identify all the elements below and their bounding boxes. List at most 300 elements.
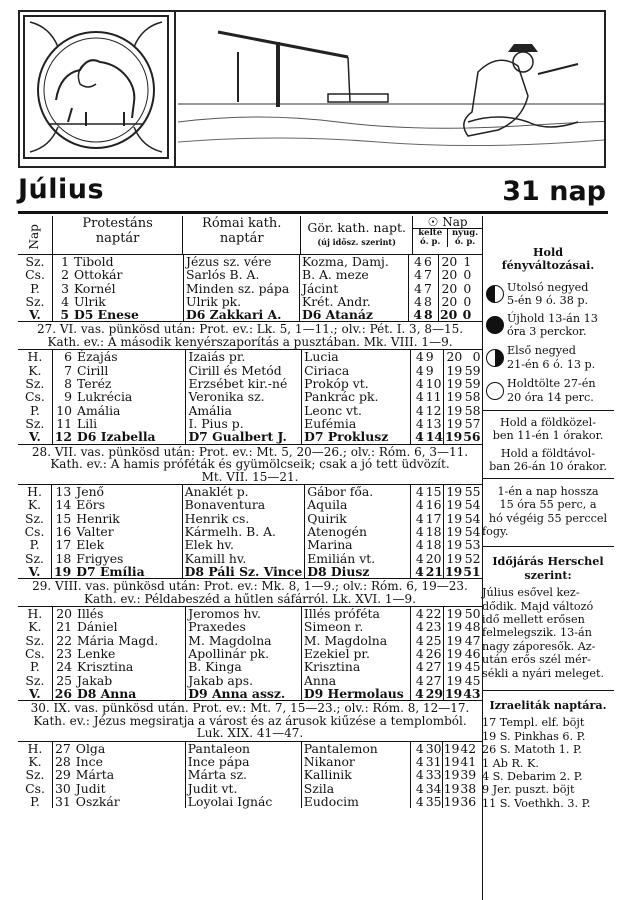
- cell-nm: 48: [464, 619, 481, 635]
- protestans-header: Protestáns naptár: [52, 216, 183, 255]
- cell-nm: 59: [464, 376, 481, 392]
- cell-day: Sz.: [18, 768, 53, 781]
- cell-num: 30: [55, 780, 71, 796]
- cell-nm: 41: [460, 754, 477, 770]
- cell-prot: Elek: [74, 538, 182, 551]
- cell-km: 25: [425, 632, 442, 648]
- cell-day: K.: [18, 620, 52, 633]
- cell-gor: M. Magdolna: [301, 634, 410, 647]
- cell-nh: 20: [441, 254, 458, 269]
- cell-num: 11: [56, 415, 73, 431]
- cell-nm: 45: [464, 659, 481, 675]
- cell-nh: 19: [446, 606, 463, 622]
- cell-day: P.: [18, 538, 52, 551]
- cell-day: H.: [18, 350, 52, 363]
- cell-gor: D8 Diusz: [305, 565, 411, 578]
- cell-nh: 19: [446, 632, 463, 648]
- text-line: után erős szél mér-: [482, 653, 591, 667]
- cell-prot: Valter: [74, 525, 182, 538]
- cell-nm: 54: [464, 510, 481, 526]
- jewish-calendar-list: [482, 716, 614, 810]
- cell-km: 21: [425, 563, 443, 579]
- cell-gor: Anna: [301, 674, 410, 687]
- last-quarter-moon-icon: [486, 285, 504, 303]
- note-line: Kath. ev.: A második kenyérszaporítás a pusztában. Mk. VIII. 1—9.: [47, 334, 453, 349]
- cell-day: Cs.: [18, 782, 53, 795]
- cell-kh: 4: [415, 793, 424, 809]
- calendar-row: [18, 768, 477, 781]
- text-line: idő mellett erősen: [482, 612, 585, 626]
- cell-kh: 4: [415, 389, 424, 405]
- cell-day: Cs.: [18, 390, 52, 403]
- cell-rom: Ulrik pk.: [184, 295, 300, 308]
- cell-rom: D7 Gualbert J.: [186, 430, 302, 443]
- cell-rom: Anaklét p.: [182, 485, 305, 498]
- cell-nh: 19: [446, 510, 463, 526]
- lion-emblem-icon: [20, 12, 172, 162]
- cell-nm: 43: [463, 685, 481, 701]
- cell-num: 22: [56, 632, 72, 648]
- cell-rom: Apollinár pk.: [186, 647, 302, 660]
- cell-nh: 19: [446, 415, 463, 431]
- cell-prot: Márta: [74, 768, 186, 781]
- note-line: 28. VII. vas. pünkösd után: Prot. ev.: Mt. 5, 20—26.; olv.: Róm. 6, 3—11.: [31, 444, 469, 459]
- cell-rom: D6 Zakkari A.: [184, 308, 300, 321]
- title-rule: [18, 211, 608, 214]
- cell-day: Sz.: [18, 377, 52, 390]
- cell-prot: Ottokár: [72, 268, 184, 281]
- cell-day: H.: [18, 742, 53, 755]
- cell-rom: Izaiás pr.: [186, 350, 302, 363]
- cell-nh: 19: [446, 362, 463, 378]
- calendar-row: [18, 485, 482, 498]
- note-line: 27. VI. vas. pünkösd után: Prot. ev.: Lk. 5, 1—11.; olv.: Pét. I. 3, 8—15.: [36, 322, 464, 337]
- cell-km: 34: [425, 780, 442, 796]
- cell-gor: Marina: [305, 538, 411, 551]
- cell-day: V.: [18, 430, 52, 443]
- calendar-row: [18, 742, 477, 755]
- first-quarter-moon-icon: [486, 349, 504, 367]
- cell-km: 8: [423, 308, 439, 321]
- cell-nh: 19: [446, 402, 463, 418]
- cell-rom: Jakab aps.: [186, 674, 302, 687]
- cell-prot: Henrik: [74, 512, 182, 525]
- cell-gor: Pantalemon: [301, 742, 410, 755]
- cell-prot: Cirill: [75, 364, 186, 377]
- cell-km: 31: [425, 754, 442, 770]
- sun-header: ☉ Nap kelte ó. p. nyug. ó. p.: [413, 216, 482, 255]
- cell-nh: 19: [444, 429, 463, 445]
- cell-num: 14: [55, 497, 72, 513]
- calendar-row: [18, 350, 482, 363]
- cell-nh: 19: [443, 793, 460, 809]
- cell-num: 19: [54, 563, 72, 579]
- cell-num: 29: [55, 767, 71, 783]
- cell-num: 16: [55, 523, 72, 539]
- day-length: 1-én a nap hossza 15 óra 55 perc, a hó végéig 55 perccel fogy.: [482, 478, 614, 539]
- moon-perigee: Hold a földközel- ben 11-én 1 órakor.: [482, 410, 614, 443]
- cell-kh: 4: [415, 685, 424, 701]
- cell-nm: 0: [472, 349, 481, 365]
- cell-kh: 4: [415, 659, 424, 675]
- calendar-row: [18, 782, 477, 795]
- cell-nm: 51: [463, 563, 481, 579]
- cell-nh: 19: [446, 646, 463, 662]
- cell-prot: Frigyes: [74, 552, 182, 565]
- lion-ornament-panel: [20, 12, 176, 166]
- weather-section: Időjárás Herschel szerint: Július esővel kez- dődik. Majd változó idő mellett erősen felmelegszik. 13-án nagy záporesők. Az- után erős szél mér- sékli a nyári meleget.: [482, 546, 614, 680]
- cell-kh: 4: [415, 402, 424, 418]
- calendar-row: [18, 295, 472, 308]
- cell-nm: 39: [460, 767, 477, 783]
- cell-gor: Szila: [301, 782, 410, 795]
- cell-kh: 4: [415, 429, 424, 445]
- week-table: [18, 742, 478, 808]
- cell-day: V.: [18, 687, 52, 700]
- calendar-row: [18, 430, 482, 443]
- cell-num: 9: [64, 389, 73, 405]
- calendar-row: [18, 525, 482, 538]
- nap-header: Nap: [18, 216, 52, 255]
- calendar-row: [18, 364, 482, 377]
- cell-num: 12: [54, 429, 73, 445]
- cell-nm: 0: [463, 280, 472, 296]
- cell-gor: Illés próféta: [301, 607, 410, 620]
- weeks-container: [18, 255, 482, 808]
- cell-kh: 4: [414, 280, 422, 296]
- cell-num: 25: [56, 672, 72, 688]
- sunday-readings-note: [18, 444, 482, 486]
- note-line: Kath. ev.: A hamis próféták és gyümölcseik; csak a jó tett üdvözít.: [50, 457, 450, 472]
- calendar-row: [18, 538, 482, 551]
- cell-num: 21: [56, 619, 72, 635]
- cell-km: 27: [425, 659, 442, 675]
- cell-kh: 4: [415, 754, 424, 770]
- week-table: [18, 485, 482, 578]
- cell-km: 30: [425, 740, 442, 756]
- cell-rom: Veronika sz.: [186, 390, 302, 403]
- cell-prot: Ézajás: [75, 350, 186, 363]
- sunday-readings-note: [18, 700, 482, 742]
- cell-gor: Krisztina: [301, 660, 410, 673]
- cell-prot: D7 Emília: [74, 565, 182, 578]
- cell-prot: D5 Enese: [72, 308, 184, 321]
- cell-rom: D9 Anna assz.: [186, 687, 302, 700]
- calendar-row: [18, 552, 482, 565]
- cell-nm: 50: [464, 606, 481, 622]
- cell-nh: 20: [441, 293, 458, 309]
- cell-nh: 19: [446, 376, 463, 392]
- cell-gor: Quirik: [305, 512, 411, 525]
- sunday-readings-note: [18, 321, 482, 350]
- cell-rom: I. Pius p.: [186, 417, 302, 430]
- cell-prot: Jenő: [74, 485, 182, 498]
- cell-prot: Ulrik: [72, 295, 184, 308]
- cell-nh: 19: [446, 389, 463, 405]
- calendar-row: [18, 404, 482, 417]
- cell-gor: Aquila: [305, 498, 411, 511]
- cell-day: K.: [18, 364, 52, 377]
- cell-nm: 45: [464, 672, 481, 688]
- calendar-row: [18, 282, 472, 295]
- cell-kh: 4: [414, 293, 422, 309]
- cell-gor: D7 Proklusz: [302, 430, 411, 443]
- text-line: felmelegszik. 13-án: [482, 626, 592, 640]
- text-line: dődik. Majd változó: [482, 599, 594, 613]
- cell-gor: Gábor főa.: [305, 485, 411, 498]
- cell-rom: Minden sz. pápa: [184, 282, 300, 295]
- cell-num: 3: [61, 280, 69, 296]
- cell-km: 9: [425, 364, 444, 377]
- cell-rom: Jeromos hv.: [186, 607, 302, 620]
- cell-gor: Nikanor: [301, 755, 410, 768]
- week-table: [18, 350, 482, 443]
- cell-gor: Prokóp vt.: [302, 377, 411, 390]
- cell-kh: 4: [415, 632, 424, 648]
- cell-day: H.: [18, 485, 52, 498]
- cell-prot: D8 Anna: [75, 687, 186, 700]
- cell-rom: Kármelh. B. A.: [182, 525, 305, 538]
- cell-num: 5: [60, 307, 69, 323]
- text-line: nagy záporesők. Az-: [482, 639, 596, 653]
- cell-kh: 4: [415, 349, 424, 365]
- cell-nm: 0: [463, 293, 472, 309]
- cell-nm: 52: [464, 550, 481, 566]
- cell-nh: 19: [443, 767, 460, 783]
- cell-nh: 19: [446, 550, 463, 566]
- cell-num: 27: [55, 740, 71, 756]
- cell-gor: Ezekiel pr.: [301, 647, 410, 660]
- cell-nm: 58: [464, 389, 481, 405]
- cell-km: 26: [425, 646, 442, 662]
- cell-rom: Ince pápa: [185, 755, 301, 768]
- cell-km: 10: [425, 376, 442, 392]
- calendar-row: [18, 498, 482, 511]
- cell-nm: 59: [464, 362, 481, 378]
- cell-prot: D6 Izabella: [75, 430, 186, 443]
- cell-nh: 19: [446, 659, 463, 675]
- cell-num: 26: [54, 685, 72, 701]
- cell-km: 8: [423, 295, 439, 308]
- cell-day: Sz.: [18, 512, 52, 525]
- cell-prot: Lukrécia: [75, 390, 186, 403]
- cell-kh: 4: [415, 672, 424, 688]
- full-moon-icon: [486, 382, 504, 400]
- cell-nm: 46: [464, 646, 481, 662]
- calendar-row: [18, 377, 482, 390]
- cell-km: 18: [425, 537, 442, 553]
- calendar-row: [18, 512, 482, 525]
- text-line: 19 S. Pinkhas 6. P.: [482, 729, 586, 743]
- cell-km: 16: [425, 497, 442, 513]
- cell-gor: Lucia: [302, 350, 411, 363]
- cell-rom: Jézus sz. vére: [184, 255, 300, 268]
- calendar-row: [18, 634, 482, 647]
- cell-prot: Jakab: [75, 674, 186, 687]
- cell-kh: 4: [415, 362, 424, 378]
- cell-nh: 19: [446, 537, 463, 553]
- cell-day: P.: [18, 795, 53, 808]
- calendar-row: [18, 755, 477, 768]
- cell-kh: 4: [415, 619, 424, 635]
- cell-num: 10: [56, 402, 73, 418]
- cell-num: 7: [64, 362, 73, 378]
- cell-day: Sz.: [18, 634, 52, 647]
- cell-kh: 4: [415, 646, 424, 662]
- cell-gor: Simeon r.: [301, 620, 410, 633]
- month-title: Július: [18, 174, 105, 205]
- calendar-row: [18, 308, 472, 321]
- cell-rom: Elek hv.: [182, 538, 305, 551]
- cell-km: 18: [425, 523, 442, 539]
- cell-prot: Olga: [74, 742, 186, 755]
- cell-nh: 20: [446, 349, 463, 365]
- calendar-row: [18, 647, 482, 660]
- cell-nm: 36: [460, 793, 477, 809]
- cell-rom: Loyolai Ignác: [185, 795, 301, 808]
- cell-nh: 20: [441, 280, 458, 296]
- cell-km: 23: [425, 619, 442, 635]
- gor-header: Gör. kath. napt. (új idősz. szerint): [300, 216, 412, 255]
- calendar-row: [18, 795, 477, 808]
- cell-nh: 20: [440, 307, 458, 323]
- cell-nh: 19: [446, 484, 463, 500]
- cell-day: Cs.: [18, 525, 52, 538]
- text-line: 1 Ab R. K.: [482, 756, 539, 770]
- text-line: 11 S. Voethkh. 3. P.: [482, 796, 591, 810]
- cell-nm: 0: [463, 267, 472, 283]
- cell-nm: 54: [464, 497, 481, 513]
- cell-nh: 20: [441, 267, 458, 283]
- moon-last-quarter: Utolsó negyed 5-én 9 ó. 38 p.: [486, 281, 610, 308]
- week-table: [18, 255, 473, 321]
- text-line: sékli a nyári meleget.: [482, 666, 605, 680]
- cell-gor: Eudocim: [301, 795, 410, 808]
- cell-num: 31: [55, 793, 71, 809]
- romai-header: Római kath. naptár: [183, 216, 300, 255]
- calendar-row: [18, 255, 472, 268]
- cell-prot: Judit: [74, 782, 186, 795]
- calendar-row: [18, 687, 482, 700]
- well-and-shepherd-icon: [178, 12, 604, 166]
- cell-prot: Mária Magd.: [75, 634, 186, 647]
- note-line: Luk. XIX. 41—47.: [196, 726, 304, 741]
- cell-day: P.: [18, 660, 52, 673]
- cell-num: 6: [64, 349, 73, 365]
- cell-km: 7: [423, 268, 439, 281]
- cell-nm: 55: [464, 484, 481, 500]
- cell-km: 6: [423, 255, 439, 268]
- cell-num: 17: [55, 537, 72, 553]
- cell-km: 12: [425, 402, 442, 418]
- cell-day: Sz.: [18, 417, 52, 430]
- cell-nm: 56: [463, 429, 481, 445]
- moon-full: Holdtölte 27-én 20 óra 14 perc.: [486, 377, 610, 404]
- note-line: 30. IX. vas. pünkösd után. Prot. ev.: Mt. 7, 15—23.; olv.: Róm. 8, 12—17.: [30, 701, 470, 716]
- calendar-row: [18, 620, 482, 633]
- cell-rom: Kamill hv.: [182, 552, 305, 565]
- cell-num: 4: [61, 293, 69, 309]
- calendar-row: [18, 268, 472, 281]
- cell-prot: Illés: [75, 607, 186, 620]
- cell-num: 2: [61, 267, 69, 283]
- calendar-row: [18, 565, 482, 578]
- cell-prot: Amália: [75, 404, 186, 417]
- cell-num: 18: [55, 550, 72, 566]
- cell-prot: Ince: [74, 755, 186, 768]
- cell-rom: M. Magdolna: [186, 634, 302, 647]
- cell-km: 7: [423, 282, 439, 295]
- cell-prot: Krisztina: [75, 660, 186, 673]
- month-days-count: 31 nap: [502, 176, 606, 207]
- cell-prot: Oszkár: [74, 795, 186, 808]
- cell-gor: Emilián vt.: [305, 552, 411, 565]
- moon-phases-title: Hold fényváltozásai.: [501, 245, 595, 273]
- cell-prot: Tibold: [72, 255, 184, 268]
- calendar-row: [18, 607, 482, 620]
- cell-num: 23: [56, 646, 72, 662]
- cell-kh: 4: [415, 523, 424, 539]
- new-moon-icon: [486, 316, 504, 334]
- weather-text: [482, 586, 614, 680]
- cell-prot: Lenke: [75, 647, 186, 660]
- cell-km: 9: [425, 350, 444, 363]
- cell-kh: 4: [415, 376, 424, 392]
- moon-apogee: Hold a földtávol- ban 26-án 10 órakor.: [489, 446, 607, 474]
- cell-km: 17: [425, 510, 442, 526]
- cell-rom: Henrik cs.: [182, 512, 305, 525]
- cell-gor: B. A. meze: [300, 268, 409, 281]
- note-line: Mt. VII. 15—21.: [201, 469, 299, 484]
- cell-num: 20: [56, 606, 72, 622]
- cell-rom: Pantaleon: [185, 742, 301, 755]
- cell-nm: 1: [463, 254, 472, 269]
- cell-rom: D8 Páli Sz. Vince: [182, 565, 305, 578]
- cell-nm: 38: [460, 780, 477, 796]
- cell-gor: Ciriaca: [302, 364, 411, 377]
- cell-nh: 19: [443, 740, 460, 756]
- cell-kh: 4: [415, 563, 424, 579]
- cell-day: Sz.: [18, 255, 53, 268]
- cell-kh: 4: [415, 780, 424, 796]
- text-line: 4 S. Debarim 2. P.: [482, 770, 583, 783]
- cell-prot: Eörs: [74, 498, 182, 511]
- cell-kh: 4: [415, 740, 424, 756]
- cell-gor: Leonc vt.: [302, 404, 411, 417]
- text-line: 26 S. Matoth 1. P.: [482, 743, 582, 757]
- calendar-row: [18, 390, 482, 403]
- cell-km: 27: [425, 672, 442, 688]
- cell-nh: 19: [446, 672, 463, 688]
- cell-nh: 19: [446, 497, 463, 513]
- cell-km: 20: [425, 550, 442, 566]
- week-table: [18, 607, 482, 700]
- cell-prot: Kornél: [72, 282, 184, 295]
- cell-km: 22: [425, 606, 442, 622]
- cell-rom: B. Kinga: [186, 660, 302, 673]
- cell-num: 1: [61, 254, 69, 269]
- note-line: Kath. ev.: Jézus megsiratja a várost és az árusok kiűzése a templomból.: [33, 713, 467, 728]
- cell-rom: Judit vt.: [185, 782, 301, 795]
- cell-day: Cs.: [18, 268, 53, 281]
- cell-nm: 0: [462, 307, 472, 323]
- cell-day: K.: [18, 755, 53, 768]
- cell-num: 13: [55, 484, 72, 500]
- cell-prot: Dániel: [75, 620, 186, 633]
- cell-day: V.: [18, 565, 52, 578]
- cell-kh: 4: [415, 606, 424, 622]
- cell-km: 29: [425, 685, 443, 701]
